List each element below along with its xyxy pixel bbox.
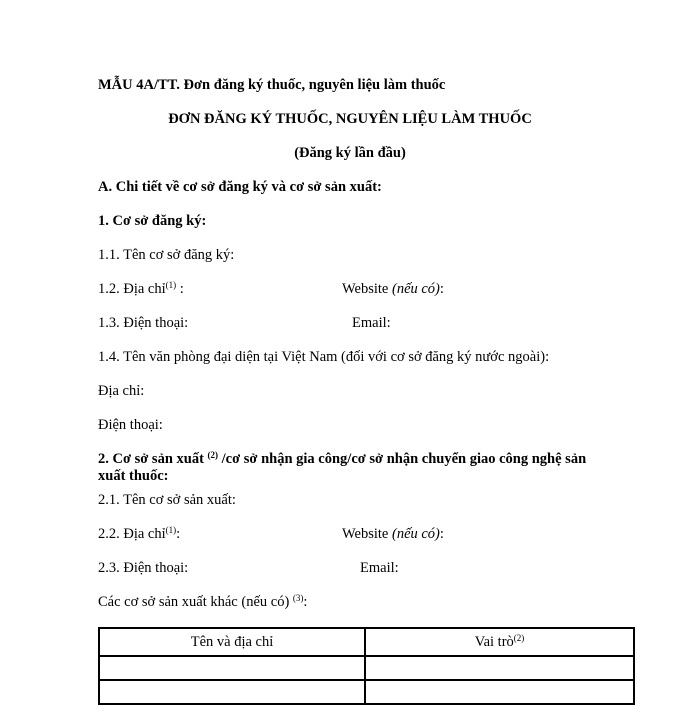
manufacturer-address-label: 2.2. Địa chỉ$^{(1)}$: <box>98 525 181 542</box>
rep-address-label: Địa chỉ: <box>98 383 145 399</box>
table-header-name-address: Tên và địa chỉ <box>99 628 365 656</box>
table-cell[interactable] <box>99 680 365 704</box>
manufacturer-heading-line2: xuất thuốc: <box>98 468 169 484</box>
table-header-row <box>99 628 634 656</box>
registrant-address-label: 1.2. Địa chỉ$^{(1)}$ : <box>98 280 184 297</box>
rep-office-label: 1.4. Tên văn phòng đại diện tại Việt Nam (đối với cơ sở đăng ký nước ngoài): <box>98 349 550 365</box>
table-cell[interactable] <box>99 656 365 680</box>
registrant-website-label: Website (nếu có): <box>342 281 444 297</box>
section-a-heading: A. Chi tiết về cơ sở đăng ký và cơ sở sản xuất: <box>98 179 382 195</box>
table-header-role: Vai trò$^{(2)}$ <box>365 628 634 656</box>
form-code: MẪU 4A/TT. Đơn đăng ký thuốc, nguyên liệu làm thuốc <box>98 77 446 93</box>
table-row <box>99 656 634 680</box>
form-title: ĐƠN ĐĂNG KÝ THUỐC, NGUYÊN LIỆU LÀM THUỐC <box>168 111 532 127</box>
footnote-ref: (3) <box>292 593 304 603</box>
footnote-ref: (1) <box>165 525 177 535</box>
other-manufacturers-table <box>98 627 635 705</box>
manufacturer-phone-label: 2.3. Điện thoại: <box>98 560 189 576</box>
manufacturer-heading: 2. Cơ sở sản xuất $^{(2)}$ /cơ sở nhận gia công/cơ sở nhận chuyển giao công nghệ sản <box>98 450 587 467</box>
registrant-heading: 1. Cơ sở đăng ký: <box>98 213 207 229</box>
rep-phone-label: Điện thoại: <box>98 417 163 433</box>
registrant-name-label: 1.1. Tên cơ sở đăng ký: <box>98 247 235 263</box>
table-cell[interactable] <box>365 680 634 704</box>
other-manufacturers-label: Các cơ sở sản xuất khác (nếu có) $^{(3)}$: <box>98 593 308 610</box>
table-row <box>99 680 634 704</box>
manufacturer-email-label: Email: <box>360 560 399 576</box>
footnote-ref: (2) <box>513 632 525 643</box>
manufacturer-website-label: Website (nếu có): <box>342 526 444 542</box>
form-subtitle: (Đăng ký lần đầu) <box>294 145 406 161</box>
footnote-ref: (2) <box>207 450 219 460</box>
table-cell[interactable] <box>365 656 634 680</box>
footnote-ref: (1) <box>165 280 177 290</box>
registrant-phone-label: 1.3. Điện thoại: <box>98 315 189 331</box>
manufacturer-name-label: 2.1. Tên cơ sở sản xuất: <box>98 492 236 508</box>
registrant-email-label: Email: <box>352 315 391 331</box>
